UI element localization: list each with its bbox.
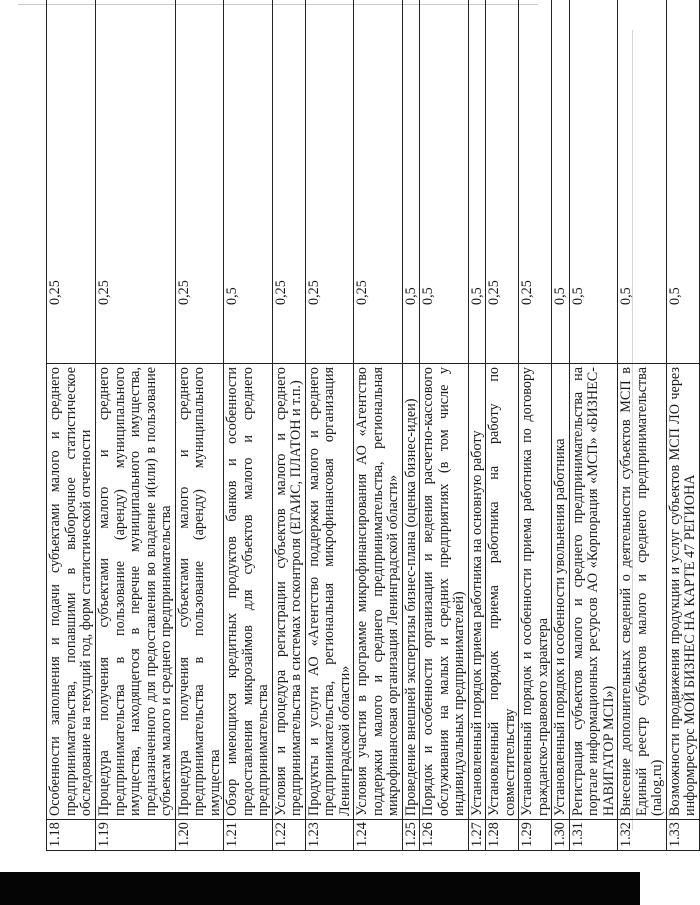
table-row — [569, 0, 618, 851]
row-topic: Условия участия в программе микрофинансирования АО «Агентство поддержки малого и среднего предпринимательства, региональная микрофинансовая организация Ленинградской области» — [354, 364, 403, 820]
row-hours: 0,5 — [618, 0, 667, 364]
row-hours: 0,5 — [468, 0, 486, 364]
row-topic: Установленный порядок и особенности приема работника по договору гражданско-правового характера — [519, 364, 552, 820]
row-number: 1.31 — [569, 820, 618, 851]
row-number: 1.21 — [224, 820, 273, 851]
row-topic: Внесение дополнительных сведений о деятельности субъектов МСП в Единый реестр субъектов малого и среднего предпринимательства (nalog.ru) — [618, 364, 667, 820]
row-hours: 0,5 — [552, 0, 570, 364]
row-topic: Возможности продвижения продукции и услуг субъектов МСП ЛО через информресурс МОЙ БИЗНЕС НА КАРТЕ 47 РЕГИОНА — [666, 364, 699, 820]
table-row — [272, 0, 305, 851]
row-topic: Установленный порядок приема работника на работу по совместительству — [486, 364, 519, 820]
row-number: 1.33 — [666, 820, 699, 851]
row-topic: Процедура получения субъектами малого и среднего предпринимательства в пользование (аренду) муниципального имущества, находящегося в перечне муниципального имущества, предназначенного для предоставления во владение и(или) в пользование субъектам малого и среднего предпринимательства — [96, 364, 176, 820]
rotated-document-page — [46, 0, 698, 851]
row-hours: 0,5 — [569, 0, 618, 364]
row-topic: Проведение внешней экспертизы бизнес-плана (оценка бизнес-идеи) — [402, 364, 420, 820]
topics-table — [46, 0, 700, 851]
table-row — [175, 0, 224, 851]
scan-border — [0, 872, 640, 905]
row-number: 1.27 — [468, 820, 486, 851]
table-row — [47, 0, 96, 851]
table-row — [666, 0, 699, 851]
row-topic: Процедура получения субъектами малого и среднего предпринимательства в пользование (аренду) муниципального имущества — [175, 364, 224, 820]
row-hours: 0,25 — [272, 0, 305, 364]
row-hours: 0,25 — [486, 0, 519, 364]
table-row — [519, 0, 552, 851]
table-row — [305, 0, 354, 851]
row-topic: Установленный порядок приема работника на основную работу — [468, 364, 486, 820]
row-number: 1.29 — [519, 820, 552, 851]
row-hours: 0,5 — [402, 0, 420, 364]
table-row — [486, 0, 519, 851]
table-row — [618, 0, 667, 851]
row-hours: 0,25 — [354, 0, 403, 364]
row-number: 1.23 — [305, 820, 354, 851]
row-number: 1.28 — [486, 820, 519, 851]
row-topic: Установленный порядок и особенности увольнения работника — [552, 364, 570, 820]
row-hours: 0,5 — [420, 0, 469, 364]
row-number: 1.24 — [354, 820, 403, 851]
row-topic: Условия и процедура регистрации субъектов малого и среднего предпринимательства в системах госконтроля (ЕГАИС, ПЛАТОН и т.п.) — [272, 364, 305, 820]
row-number: 1.22 — [272, 820, 305, 851]
row-hours: 0,25 — [96, 0, 176, 364]
row-number: 1.25 — [402, 820, 420, 851]
row-number: 1.26 — [420, 820, 469, 851]
table-row — [552, 0, 570, 851]
row-topic: Обзор имеющихся кредитных продуктов банков и особенности предоставления микрозаймов для субъектов малого и среднего предпринимательства — [224, 364, 273, 820]
table-row — [420, 0, 469, 851]
row-number: 1.19 — [96, 820, 176, 851]
row-topic: Особенности заполнения и подачи субъектами малого и среднего предпринимательства, попавшими в выборочное статистическое обследование на текущий год, форм статистической отчетности — [47, 364, 96, 820]
row-topic: Продукты и услуги АО «Агентство поддержки малого и среднего предпринимательства, региональная микрофинансовая организация Ленинградской области» — [305, 364, 354, 820]
row-number: 1.32 — [618, 820, 667, 851]
row-topic: Порядок и особенности организации и ведения расчетно-кассового обслуживания на малых и средних предприятиях (в том числе у индивидуальных предпринимателей) — [420, 364, 469, 820]
table-row — [402, 0, 420, 851]
row-number: 1.18 — [47, 820, 96, 851]
row-hours: 0,25 — [519, 0, 552, 364]
row-hours: 0,5 — [224, 0, 273, 364]
row-number: 1.30 — [552, 820, 570, 851]
table-row — [468, 0, 486, 851]
table-row — [96, 0, 176, 851]
row-hours: 0,25 — [305, 0, 354, 364]
topics-table-body — [47, 0, 700, 851]
row-number: 1.20 — [175, 820, 224, 851]
row-hours: 0,5 — [666, 0, 699, 364]
row-hours: 0,25 — [175, 0, 224, 364]
table-row — [224, 0, 273, 851]
row-topic: Регистрация субъектов малого и среднего предпринимательства на портале информационных ресурсов АО «Корпорация «МСП» «БИЗНЕС-НАВИГАТОР МСП») — [569, 364, 618, 820]
table-row — [354, 0, 403, 851]
row-hours: 0,25 — [47, 0, 96, 364]
